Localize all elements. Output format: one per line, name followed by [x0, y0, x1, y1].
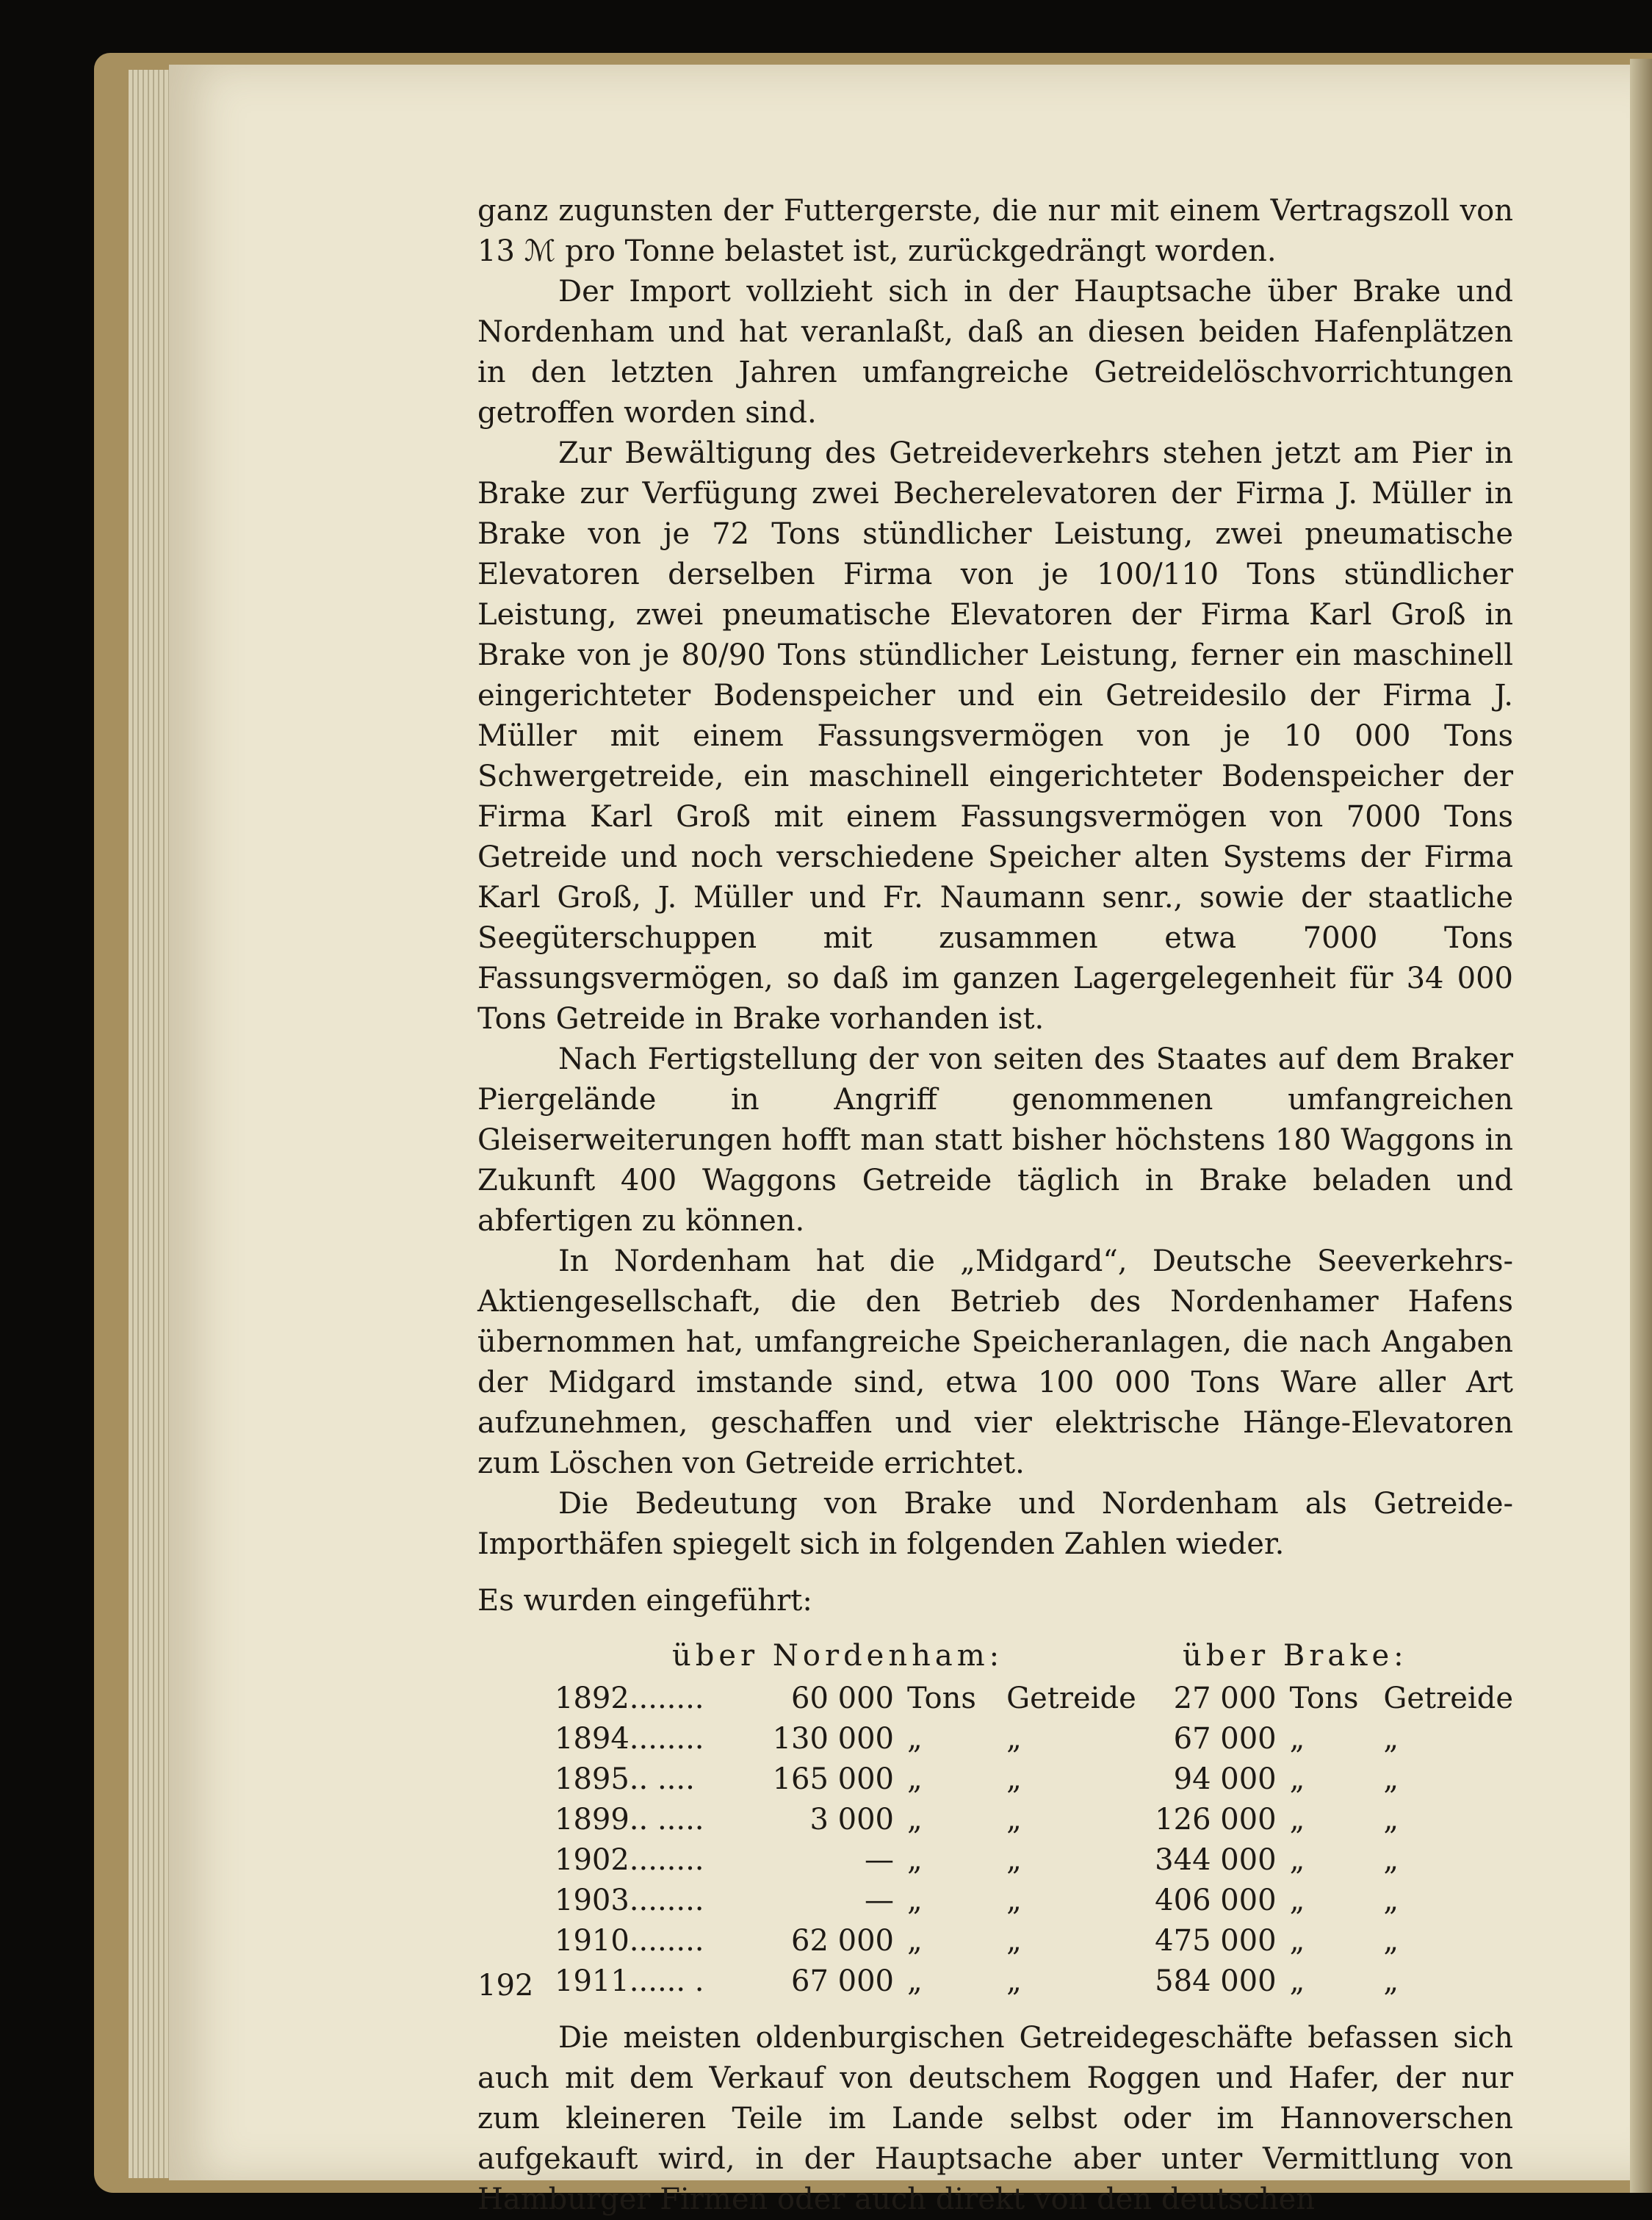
table-headers [477, 1636, 1513, 1676]
table-row [555, 1679, 1513, 1719]
table-cell-u4: „ [1383, 1843, 1399, 1877]
page-edges [129, 70, 173, 2178]
table-cell-u3: „ [1289, 1722, 1305, 1756]
table-cell-u4: „ [1383, 1803, 1399, 1837]
table-cell-year: 1892........ [555, 1682, 704, 1715]
table-cell-brake: 475 000 [1155, 1924, 1277, 1958]
table-cell-u2: „ [1006, 1722, 1022, 1756]
table-cell-u4: „ [1383, 1964, 1399, 1998]
table-row [555, 1921, 1513, 1961]
table-cell-u4: „ [1383, 1924, 1399, 1958]
table-row [555, 1759, 1513, 1800]
table-cell-u4: „ [1383, 1762, 1399, 1796]
table-cell-u2: „ [1006, 1803, 1022, 1837]
table-cell-year: 1910........ [555, 1924, 704, 1958]
table-cell-nordenham: — [864, 1884, 894, 1917]
table-cell-u1: „ [906, 1924, 923, 1958]
table-intro: Es wurden eingeführt: [477, 1584, 812, 1618]
table-cell-u4: „ [1383, 1722, 1399, 1756]
table-cell-u3: „ [1289, 1843, 1305, 1877]
table-cell-brake: 94 000 [1173, 1762, 1277, 1796]
table-cell-u4: Getreide [1383, 1682, 1513, 1715]
table-cell-u3: „ [1289, 1803, 1305, 1837]
table-cell-year: 1895.. .... [555, 1762, 695, 1796]
paragraph-3: Zur Bewältigung des Getreideverkehrs stehen jetzt am Pier in Brake zur Verfügung zwei Becherelevatoren der Firma J. Müller in Brake von je 72 Tons stündlicher Leistung, zwei pneumatische Elevatoren derselben Firma von je 100/110 Tons stündlicher Leistung, zwei pneumatische Elevatoren der Firma Karl Groß in Brake von je 80/90 Tons stündlicher Leistung, ferner ein maschinell eingerichteter Bodenspeicher und ein Getreidesilo der Firma J. Müller mit einem Fassungsvermögen von je 10 000 Tons Schwergetreide, ein maschinell eingerichteter Bodenspeicher der Firma Karl Groß mit einem Fassungsvermögen von 7000 Tons Getreide und noch verschiedene Speicher alten Systems der Firma Karl Groß, J. Müller und Fr. Naumann senr., sowie der staatliche Seegüterschuppen mit zusammen etwa 7000 Tons Fassungsvermögen, so daß im ganzen Lagergelegenheit für 34 000 Tons Getreide in Brake vorhanden ist. [477, 436, 1513, 1036]
table-cell-year: 1902........ [555, 1843, 704, 1877]
table-cell-nordenham: 67 000 [791, 1964, 894, 1998]
import-table [555, 1679, 1513, 2002]
table-row [555, 1719, 1513, 1759]
table-cell-u1: „ [906, 1964, 923, 1998]
header-brake: über Brake: [1183, 1639, 1408, 1673]
text-block [477, 191, 1513, 2220]
table-cell-u2: „ [1006, 1964, 1022, 1998]
table-cell-brake: 67 000 [1173, 1722, 1277, 1756]
paragraph-6: Die Bedeutung von Brake und Nordenham als Getreide-Importhäfen spiegelt sich in folgenden Zahlen wieder. [477, 1487, 1513, 1561]
table-cell-u1: „ [906, 1803, 923, 1837]
table-cell-nordenham: 165 000 [772, 1762, 894, 1796]
table-cell-nordenham: 130 000 [772, 1722, 894, 1756]
table-cell-u1: Tons [906, 1682, 976, 1715]
table-cell-nordenham: — [864, 1843, 894, 1877]
table-cell-u3: „ [1289, 1884, 1305, 1917]
table-row [555, 1840, 1513, 1881]
table-cell-u1: „ [906, 1722, 923, 1756]
table-cell-u1: „ [906, 1843, 923, 1877]
paragraph-1: ganz zugunsten der Futtergerste, die nur mit einem Vertragszoll von 13 ℳ pro Tonne belastet ist, zurückgedrängt worden. [477, 194, 1513, 268]
page-number: 192 [477, 1969, 534, 2003]
header-nordenham: über Nordenham: [672, 1639, 1004, 1673]
table-cell-nordenham: 62 000 [791, 1924, 894, 1958]
table-cell-u3: „ [1289, 1762, 1305, 1796]
paragraph-4: Nach Fertigstellung der von seiten des Staates auf dem Braker Piergelände in Angriff genommenen umfangreichen Gleiserweiterungen hofft man statt bisher höchstens 180 Waggons in Zukunft 400 Waggons Getreide täglich in Brake beladen und abfertigen zu können. [477, 1042, 1513, 1238]
table-cell-year: 1911...... . [555, 1964, 704, 1998]
table-cell-brake: 584 000 [1155, 1964, 1277, 1998]
table-cell-brake: 126 000 [1155, 1803, 1277, 1837]
table-cell-u3: „ [1289, 1964, 1305, 1998]
table-row [555, 1881, 1513, 1921]
paragraph-2: Der Import vollzieht sich in der Hauptsache über Brake und Nordenham und hat veranlaßt, daß an diesen beiden Hafenplätzen in den letzten Jahren umfangreiche Getreidelöschvorrichtungen getroffen worden sind. [477, 275, 1513, 430]
paragraph-5: In Nordenham hat die „Midgard“, Deutsche Seeverkehrs-Aktiengesellschaft, die den Betrieb des Nordenhamer Hafens übernommen hat, umfangreiche Speicheranlagen, die nach Angaben der Midgard imstande sind, etwa 100 000 Tons Ware aller Art aufzunehmen, geschaffen und vier elektrische Hänge-Elevatoren zum Löschen von Getreide errichtet. [477, 1244, 1513, 1480]
table-cell-brake: 27 000 [1173, 1682, 1277, 1715]
table-cell-u1: „ [906, 1884, 923, 1917]
table-cell-u2: „ [1006, 1843, 1022, 1877]
table-cell-u3: „ [1289, 1924, 1305, 1958]
table-cell-u2: „ [1006, 1884, 1022, 1917]
page-gutter-shadow [1630, 59, 1652, 2193]
table-row [555, 1961, 1513, 2002]
table-cell-year: 1903........ [555, 1884, 704, 1917]
table-cell-brake: 344 000 [1155, 1843, 1277, 1877]
table-row [555, 1800, 1513, 1840]
table-cell-u2: „ [1006, 1924, 1022, 1958]
table-cell-u4: „ [1383, 1884, 1399, 1917]
table-cell-u3: Tons [1289, 1682, 1359, 1715]
table-cell-u2: „ [1006, 1762, 1022, 1796]
table-cell-u2: Getreide [1006, 1682, 1136, 1715]
table-cell-year: 1899.. ..... [555, 1803, 704, 1837]
table-cell-nordenham: 60 000 [791, 1682, 894, 1715]
table-cell-nordenham: 3 000 [809, 1803, 894, 1837]
table-cell-u1: „ [906, 1762, 923, 1796]
table-cell-year: 1894........ [555, 1722, 704, 1756]
closing-paragraph: Die meisten oldenburgischen Getreidegeschäfte befassen sich auch mit dem Verkauf von deutschem Roggen und Hafer, der nur zum kleineren Teile im Lande selbst oder im Hannoverschen aufgekauft wird, in der Hauptsache aber unter Vermittlung von Hamburger Firmen oder auch direkt von den deutschen [477, 2021, 1513, 2216]
table-cell-brake: 406 000 [1155, 1884, 1277, 1917]
